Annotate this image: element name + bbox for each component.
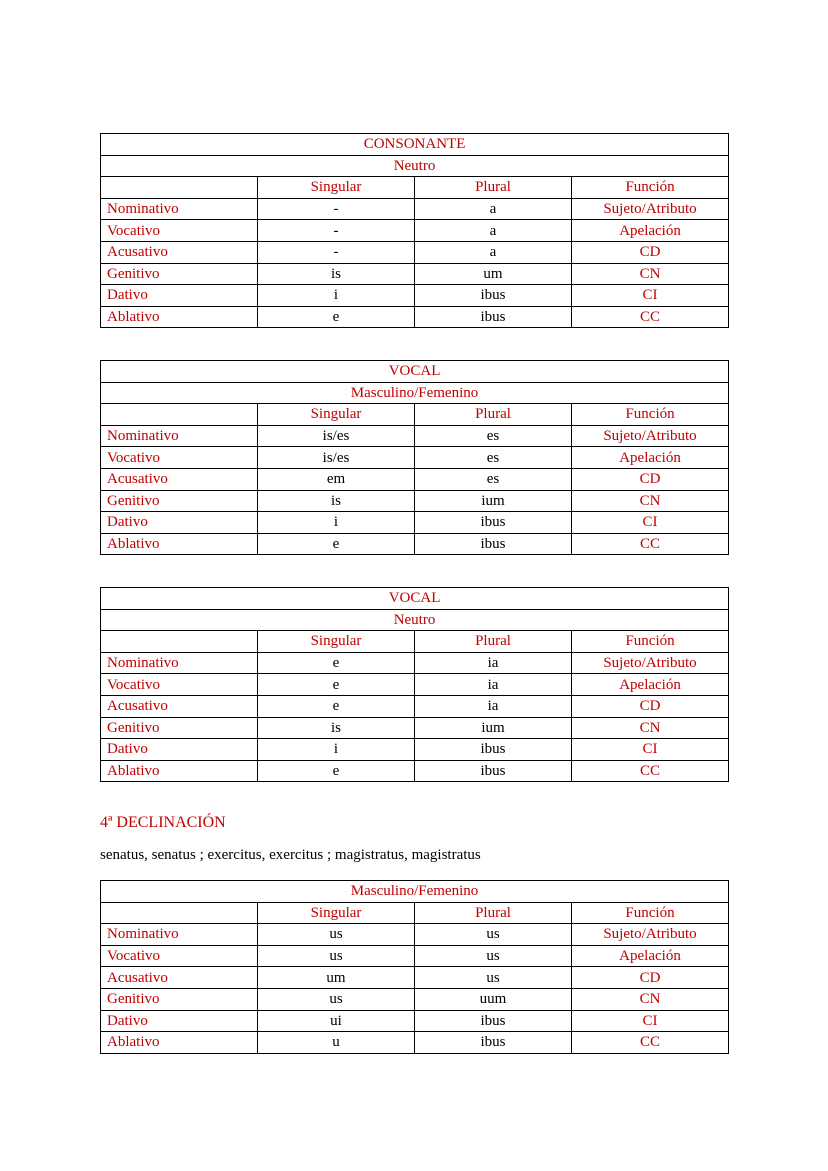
singular-ending: um [258,967,415,989]
plural-ending: a [415,241,572,263]
header-singular: Singular [258,404,415,426]
table-row [101,945,729,967]
function-label: CC [572,306,729,328]
function-label: CD [572,468,729,490]
table-row [101,695,729,717]
plural-ending: um [415,263,572,285]
singular-ending: is [258,490,415,512]
section-heading: 4ª DECLINACIÓN [100,814,226,831]
function-label: Apelación [572,945,729,967]
plural-ending: es [415,468,572,490]
singular-ending: u [258,1032,415,1054]
case-label: Vocativo [101,220,258,242]
table-row [101,988,729,1010]
table-row [101,512,729,534]
singular-ending: us [258,988,415,1010]
plural-ending: ibus [415,285,572,307]
singular-ending: ui [258,1010,415,1032]
header-funcion: Función [572,631,729,653]
table-row [101,739,729,761]
function-label: CD [572,241,729,263]
plural-ending: us [415,924,572,946]
table-title: VOCAL [101,588,729,610]
plural-ending: ibus [415,306,572,328]
singular-ending: us [258,945,415,967]
plural-ending: ibus [415,1010,572,1032]
table-row [101,924,729,946]
case-label: Nominativo [101,425,258,447]
case-label: Ablativo [101,306,258,328]
case-label: Vocativo [101,447,258,469]
singular-ending: e [258,652,415,674]
case-label: Nominativo [101,198,258,220]
plural-ending: es [415,447,572,469]
function-label: CD [572,695,729,717]
header-plural: Plural [415,404,572,426]
function-label: Sujeto/Atributo [572,924,729,946]
table-row [101,967,729,989]
singular-ending: - [258,198,415,220]
case-label: Nominativo [101,652,258,674]
case-label: Vocativo [101,674,258,696]
table-row [101,241,729,263]
plural-ending: ium [415,490,572,512]
singular-ending: is/es [258,425,415,447]
singular-ending: e [258,306,415,328]
table-vocal-masc-fem [100,360,729,555]
singular-ending: is [258,263,415,285]
table-row [101,533,729,555]
table-vocal-neutro [100,587,729,782]
case-label: Genitivo [101,263,258,285]
table-subtitle: Masculino/Femenino [101,881,729,903]
singular-ending: is [258,717,415,739]
table-row [101,285,729,307]
function-label: Apelación [572,674,729,696]
function-label: CN [572,490,729,512]
table-row [101,652,729,674]
table-row [101,306,729,328]
case-label: Nominativo [101,924,258,946]
case-label: Vocativo [101,945,258,967]
table-row [101,220,729,242]
plural-ending: a [415,198,572,220]
case-label: Acusativo [101,241,258,263]
plural-ending: us [415,967,572,989]
table-row [101,1010,729,1032]
plural-ending: ia [415,674,572,696]
table-row [101,490,729,512]
singular-ending: e [258,533,415,555]
plural-ending: ibus [415,533,572,555]
case-label: Genitivo [101,717,258,739]
case-label: Acusativo [101,695,258,717]
case-label: Dativo [101,1010,258,1032]
function-label: CD [572,967,729,989]
case-label: Ablativo [101,760,258,782]
header-funcion: Función [572,404,729,426]
plural-ending: ium [415,717,572,739]
case-label: Acusativo [101,967,258,989]
plural-ending: us [415,945,572,967]
singular-ending: - [258,220,415,242]
singular-ending: is/es [258,447,415,469]
header-singular: Singular [258,177,415,199]
header-plural: Plural [415,902,572,924]
header-singular: Singular [258,902,415,924]
function-label: Apelación [572,220,729,242]
singular-ending: e [258,760,415,782]
function-label: CI [572,739,729,761]
table-4th-declension [100,880,729,1054]
function-label: Sujeto/Atributo [572,425,729,447]
singular-ending: i [258,739,415,761]
function-label: CC [572,760,729,782]
table-row [101,1032,729,1054]
table-row [101,447,729,469]
function-label: CC [572,1032,729,1054]
function-label: CI [572,512,729,534]
case-label: Ablativo [101,533,258,555]
function-label: CI [572,1010,729,1032]
table-row [101,717,729,739]
case-label: Genitivo [101,988,258,1010]
table-title: VOCAL [101,361,729,383]
case-label: Acusativo [101,468,258,490]
table-row [101,760,729,782]
table-subtitle: Masculino/Femenino [101,382,729,404]
case-label: Dativo [101,285,258,307]
plural-ending: es [415,425,572,447]
plural-ending: ia [415,652,572,674]
header-funcion: Función [572,177,729,199]
header-blank [101,177,258,199]
table-row [101,263,729,285]
plural-ending: ibus [415,1032,572,1054]
plural-ending: ibus [415,739,572,761]
header-blank [101,631,258,653]
singular-ending: i [258,512,415,534]
plural-ending: ibus [415,760,572,782]
table-row [101,198,729,220]
function-label: CN [572,263,729,285]
singular-ending: us [258,924,415,946]
table-consonante-neutro [100,133,729,328]
table-subtitle: Neutro [101,155,729,177]
table-title: CONSONANTE [101,134,729,156]
singular-ending: e [258,674,415,696]
case-label: Dativo [101,739,258,761]
function-label: CI [572,285,729,307]
table-row [101,674,729,696]
example-nouns: senatus, senatus ; exercitus, exercitus ; magistratus, magistratus [100,847,481,863]
table-subtitle: Neutro [101,609,729,631]
function-label: CN [572,717,729,739]
function-label: Sujeto/Atributo [572,652,729,674]
header-blank [101,902,258,924]
case-label: Genitivo [101,490,258,512]
singular-ending: em [258,468,415,490]
case-label: Ablativo [101,1032,258,1054]
singular-ending: - [258,241,415,263]
function-label: Apelación [572,447,729,469]
plural-ending: uum [415,988,572,1010]
function-label: CC [572,533,729,555]
singular-ending: e [258,695,415,717]
header-blank [101,404,258,426]
header-plural: Plural [415,177,572,199]
header-plural: Plural [415,631,572,653]
plural-ending: ibus [415,512,572,534]
function-label: Sujeto/Atributo [572,198,729,220]
header-funcion: Función [572,902,729,924]
case-label: Dativo [101,512,258,534]
table-row [101,425,729,447]
plural-ending: ia [415,695,572,717]
table-row [101,468,729,490]
plural-ending: a [415,220,572,242]
function-label: CN [572,988,729,1010]
singular-ending: i [258,285,415,307]
header-singular: Singular [258,631,415,653]
